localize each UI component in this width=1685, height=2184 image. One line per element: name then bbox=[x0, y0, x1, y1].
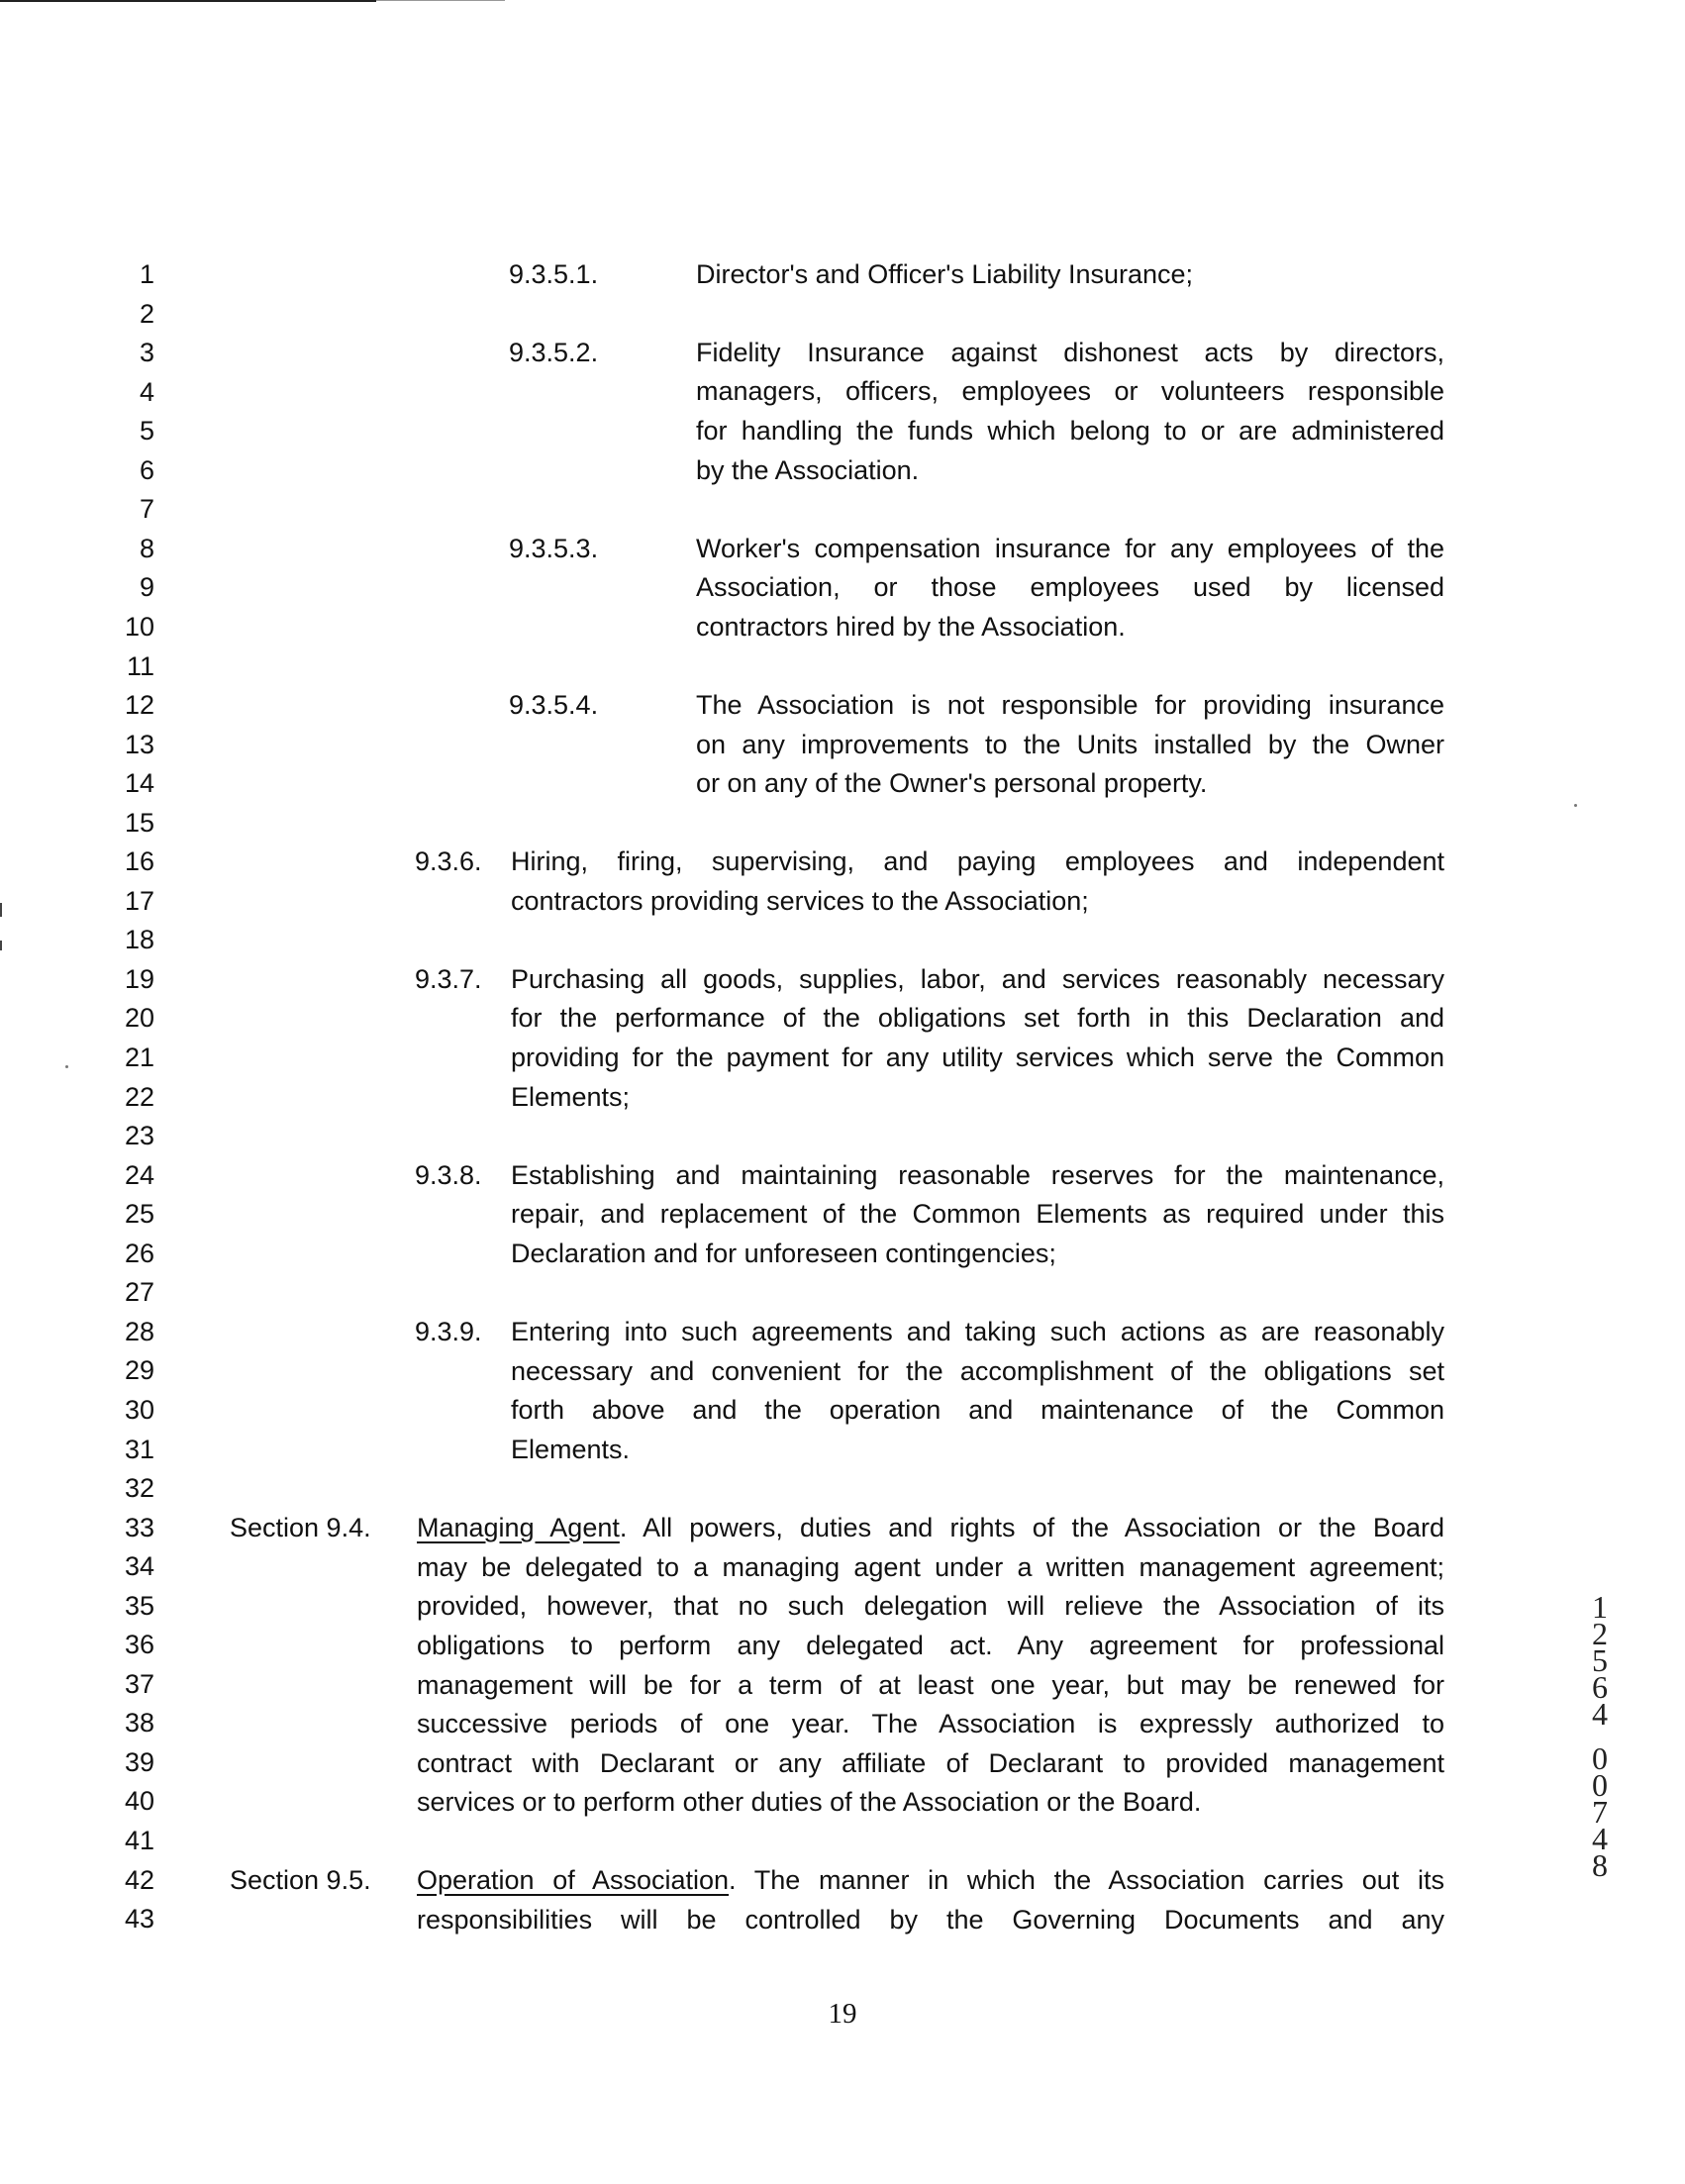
section-text: . The manner in which the Association carries out its bbox=[729, 1865, 1444, 1895]
item-line: Association, or those employees used by licensed bbox=[696, 572, 1444, 602]
item-number: 9.3.8. bbox=[415, 1160, 482, 1190]
item-line: Worker's compensation insurance for any employees of the bbox=[696, 534, 1444, 563]
recording-digit: 0 bbox=[1592, 1767, 1608, 1803]
item-line: Hiring, firing, supervising, and paying employees and independent bbox=[511, 846, 1444, 876]
line-number: 15 bbox=[124, 807, 154, 838]
item-line: managers, officers, employees or volunteers responsible bbox=[696, 376, 1444, 406]
line-number: 10 bbox=[124, 611, 154, 642]
line-number: 34 bbox=[124, 1551, 154, 1582]
line-number: 22 bbox=[124, 1081, 154, 1112]
item-line: for the performance of the obligations set forth in this Declaration and bbox=[511, 1003, 1444, 1033]
item-line: The Association is not responsible for providing insurance bbox=[696, 690, 1444, 720]
item-line: repair, and replacement of the Common Elements as required under this bbox=[511, 1199, 1444, 1229]
line-number: 33 bbox=[124, 1512, 154, 1542]
line-number: 43 bbox=[124, 1904, 154, 1935]
scan-speck bbox=[65, 1065, 68, 1068]
item-line: contractors hired by the Association. bbox=[696, 612, 1126, 642]
line-number: 3 bbox=[139, 338, 154, 368]
item-line: Establishing and maintaining reasonable reserves for the maintenance, bbox=[511, 1160, 1444, 1190]
item-line: on any improvements to the Units installed by the Owner bbox=[696, 730, 1444, 759]
item-number: 9.3.6. bbox=[415, 846, 482, 876]
section-heading: Managing Agent bbox=[417, 1513, 620, 1542]
section-line: may be delegated to a managing agent under a written management agreement; bbox=[417, 1552, 1444, 1582]
line-number: 28 bbox=[124, 1316, 154, 1346]
line-number: 42 bbox=[124, 1864, 154, 1895]
line-number: 30 bbox=[124, 1394, 154, 1425]
line-number: 40 bbox=[124, 1786, 154, 1817]
line-number: 1 bbox=[139, 259, 154, 289]
line-number: 7 bbox=[139, 494, 154, 525]
section-line: successive periods of one year. The Association is expressly authorized to bbox=[417, 1709, 1444, 1738]
line-number: 25 bbox=[124, 1199, 154, 1230]
item-line: contractors providing services to the Association; bbox=[511, 886, 1089, 916]
recording-digit: 4 bbox=[1592, 1821, 1608, 1856]
item-number: 9.3.5.2. bbox=[509, 338, 599, 367]
item-line: or on any of the Owner's personal property. bbox=[696, 768, 1208, 798]
line-number: 21 bbox=[124, 1042, 154, 1072]
line-number: 4 bbox=[139, 376, 154, 407]
line-number: 8 bbox=[139, 533, 154, 563]
scan-edge-mark bbox=[0, 941, 2, 950]
recording-digit: 6 bbox=[1592, 1669, 1608, 1705]
page-number: 19 bbox=[828, 1998, 857, 2030]
recording-digit: 5 bbox=[1592, 1642, 1608, 1678]
item-line: Elements; bbox=[511, 1082, 631, 1112]
section-line: provided, however, that no such delegation will relieve the Association of its bbox=[417, 1591, 1444, 1621]
item-line: Purchasing all goods, supplies, labor, and services reasonably necessary bbox=[511, 964, 1444, 994]
item-line: by the Association. bbox=[696, 455, 920, 485]
scan-top-rule bbox=[0, 0, 376, 2]
item-line: Declaration and for unforeseen contingencies; bbox=[511, 1239, 1056, 1268]
section-heading: Operation of Association bbox=[417, 1865, 730, 1895]
item-number: 9.3.5.4. bbox=[509, 690, 599, 720]
scan-top-rule-faint bbox=[376, 0, 505, 1]
line-number: 16 bbox=[124, 846, 154, 877]
item-line: Entering into such agreements and taking such actions as are reasonably bbox=[511, 1317, 1444, 1346]
line-number: 37 bbox=[124, 1668, 154, 1699]
line-number: 17 bbox=[124, 885, 154, 916]
line-number: 14 bbox=[124, 768, 154, 799]
line-number: 39 bbox=[124, 1746, 154, 1777]
line-number: 27 bbox=[124, 1277, 154, 1308]
line-number: 41 bbox=[124, 1826, 154, 1855]
recording-number bbox=[1580, 1589, 1620, 1883]
item-line: Director's and Officer's Liability Insurance; bbox=[696, 259, 1194, 289]
line-number: 11 bbox=[126, 650, 154, 681]
line-number: 13 bbox=[124, 729, 154, 759]
item-line: Fidelity Insurance against dishonest acts by directors, bbox=[696, 338, 1444, 367]
line-number: 23 bbox=[124, 1121, 154, 1151]
recording-digit: 2 bbox=[1592, 1616, 1608, 1651]
line-number: 5 bbox=[139, 416, 154, 447]
section-line: services or to perform other duties of the Association or the Board. bbox=[417, 1787, 1202, 1817]
line-number: 18 bbox=[124, 925, 154, 955]
line-number: 12 bbox=[124, 690, 154, 721]
scan-edge-mark bbox=[0, 903, 2, 917]
section-line: obligations to perform any delegated act. Any agreement for professional bbox=[417, 1631, 1444, 1660]
item-line: Elements. bbox=[511, 1435, 631, 1464]
line-number: 19 bbox=[124, 963, 154, 994]
item-number: 9.3.7. bbox=[415, 964, 482, 994]
item-number: 9.3.5.3. bbox=[509, 534, 599, 563]
recording-digit: 0 bbox=[1592, 1740, 1608, 1776]
line-number: 29 bbox=[124, 1355, 154, 1386]
line-number: 9 bbox=[139, 572, 154, 603]
section-text: . All powers, duties and rights of the Association or the Board bbox=[619, 1513, 1444, 1542]
recording-digit: 1 bbox=[1592, 1589, 1608, 1625]
line-number: 26 bbox=[124, 1238, 154, 1268]
line-number: 35 bbox=[124, 1590, 154, 1621]
recording-digit: 4 bbox=[1592, 1696, 1608, 1732]
item-line: necessary and convenient for the accomplishment of the obligations set bbox=[511, 1356, 1444, 1386]
section-label: Section 9.4. bbox=[230, 1513, 371, 1542]
item-line: forth above and the operation and maintenance of the Common bbox=[511, 1395, 1444, 1425]
section-first-line bbox=[417, 1509, 1444, 1548]
section-first-line bbox=[417, 1861, 1444, 1901]
recording-digit: 7 bbox=[1592, 1794, 1608, 1830]
line-number: 38 bbox=[124, 1708, 154, 1738]
line-number: 2 bbox=[139, 298, 154, 329]
line-number: 20 bbox=[124, 1003, 154, 1034]
recording-digit: 8 bbox=[1592, 1847, 1608, 1883]
scan-speck bbox=[1574, 804, 1577, 807]
section-label: Section 9.5. bbox=[230, 1865, 371, 1895]
line-number: 6 bbox=[139, 454, 154, 485]
item-line: providing for the payment for any utility services which serve the Common bbox=[511, 1042, 1444, 1072]
item-number: 9.3.9. bbox=[415, 1317, 482, 1346]
item-number: 9.3.5.1. bbox=[509, 259, 599, 289]
section-line: responsibilities will be controlled by the Governing Documents and any bbox=[417, 1905, 1444, 1935]
line-number: 36 bbox=[124, 1630, 154, 1660]
line-number: 24 bbox=[124, 1159, 154, 1190]
section-line: management will be for a term of at least one year, but may be renewed for bbox=[417, 1670, 1444, 1700]
section-line: contract with Declarant or any affiliate of Declarant to provided management bbox=[417, 1748, 1444, 1778]
line-number: 31 bbox=[124, 1434, 154, 1464]
item-line: for handling the funds which belong to or are administered bbox=[696, 416, 1444, 446]
line-number: 32 bbox=[124, 1473, 154, 1504]
